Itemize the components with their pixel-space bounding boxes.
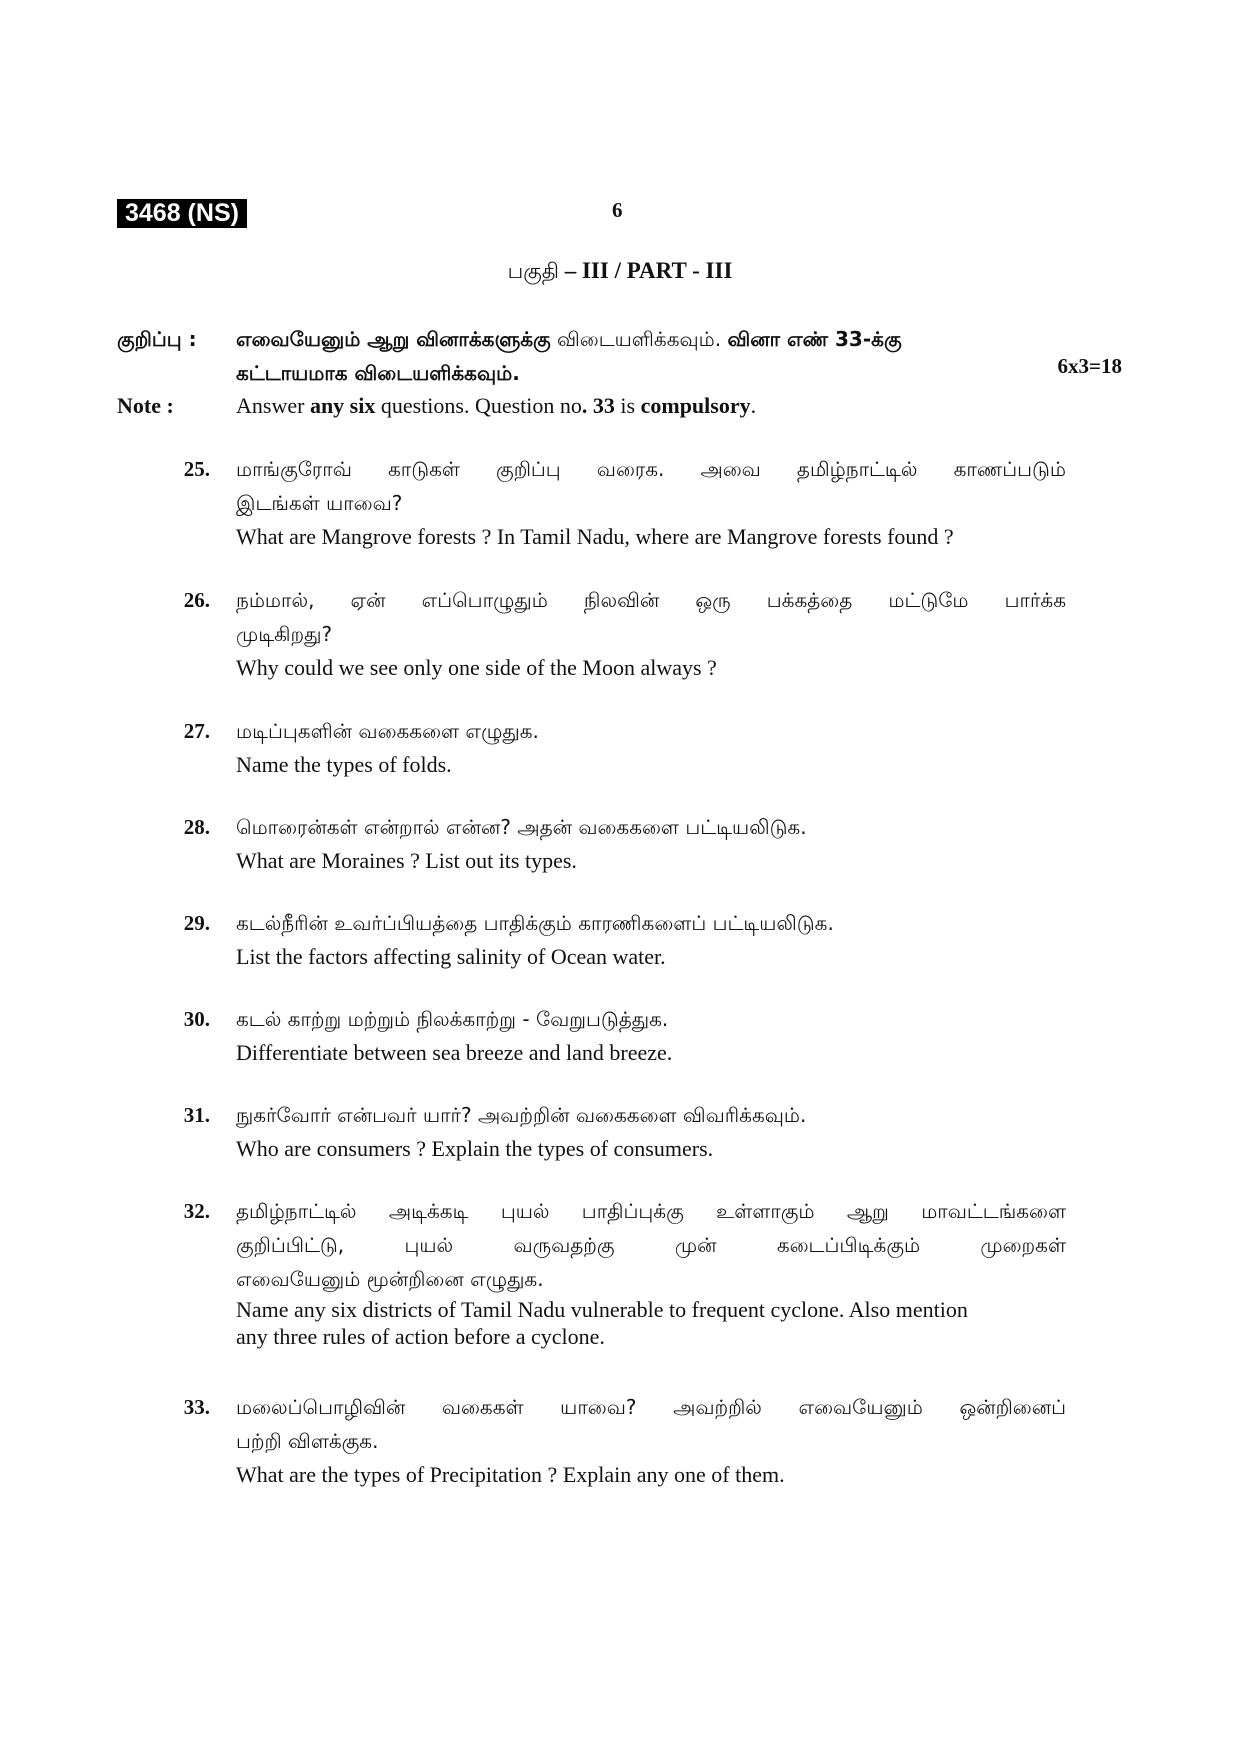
marks-scheme: 6x3=18: [1057, 354, 1122, 378]
english-note: [236, 389, 1066, 423]
question-number: 31.: [183, 1103, 210, 1127]
question-english-line: What are Moraines ? List out its types.: [236, 848, 577, 873]
note-text-4: .: [750, 393, 757, 418]
part-heading-separator: –: [558, 258, 582, 283]
question-english-line: What are Mangrove forests ? In Tamil Nadu, where are Mangrove forests found ?: [236, 524, 954, 549]
question-tamil-line: மலைப்பொழிவின் வகைகள் யாவை? அவற்றில் எவையேனும் ஒன்றினைப்: [236, 1395, 1066, 1419]
note-q33: . 33: [581, 393, 615, 418]
note-text-3: is: [614, 393, 641, 418]
question-number: 29.: [183, 911, 210, 935]
question-english-line: List the factors affecting salinity of Ocean water.: [236, 944, 666, 969]
part-heading-english: III / PART - III: [581, 258, 733, 283]
question-english-line: Name any six districts of Tamil Nadu vulnerable to frequent cyclone. Also mention: [236, 1297, 968, 1322]
question-33: [236, 1390, 1066, 1492]
tamil-note-label: குறிப்பு :: [117, 327, 197, 351]
instr-compulsory: கட்டாயமாக விடையளிக்கவும்.: [236, 361, 520, 385]
question-tamil-line: மொரைன்கள் என்றால் என்ன? அதன் வகைகளை பட்டியலிடுக.: [236, 815, 807, 839]
tamil-instructions: [236, 322, 1066, 390]
question-english-line: Why could we see only one side of the Moon always ?: [236, 655, 717, 680]
english-note-label: Note :: [117, 393, 174, 418]
part-heading: [0, 258, 1240, 286]
question-tamil-line: கடல் காற்று மற்றும் நிலக்காற்று - வேறுபடுத்துக.: [236, 1007, 669, 1031]
question-tamil-line: மாங்குரோவ் காடுகள் குறிப்பு வரைக. அவை தமிழ்நாட்டில் காணப்படும்: [236, 457, 1066, 481]
question-tamil-line: இடங்கள் யாவை?: [236, 491, 403, 515]
note-text-2: questions. Question no: [375, 393, 582, 418]
question-26: [236, 583, 1066, 685]
question-english-line: What are the types of Precipitation ? Explain any one of them.: [236, 1462, 785, 1487]
note-text-1: Answer: [236, 393, 310, 418]
note-any-six: any six: [309, 393, 376, 418]
question-32: [236, 1194, 1066, 1350]
question-tamil-line: எவையேனும் மூன்றினை எழுதுக.: [236, 1267, 544, 1291]
question-english-line: Differentiate between sea breeze and land breeze.: [236, 1040, 673, 1065]
question-27: [236, 714, 1066, 782]
question-tamil-line: மடிப்புகளின் வகைகளை எழுதுக.: [236, 719, 539, 743]
question-28: [236, 810, 1066, 878]
question-tamil-line: தமிழ்நாட்டில் அடிக்கடி புயல் பாதிப்புக்கு உள்ளாகும் ஆறு மாவட்டங்களை: [236, 1199, 1066, 1223]
instr-answer: விடையளிக்கவும்.: [550, 327, 728, 351]
question-25: [236, 452, 1066, 554]
question-number: 33.: [183, 1395, 210, 1419]
question-tamil-line: நம்மால், ஏன் எப்பொழுதும் நிலவின் ஒரு பக்கத்தை மட்டுமே பார்க்க: [236, 588, 1066, 612]
question-english-line: Name the types of folds.: [236, 752, 452, 777]
question-tamil-line: பற்றி விளக்குக.: [236, 1429, 379, 1453]
instr-any-six: எவையேனும் ஆறு வினாக்களுக்கு: [236, 327, 551, 351]
paper-code-badge: 3468 (NS): [117, 199, 247, 228]
question-number: 26.: [183, 588, 210, 612]
question-29: [236, 906, 1066, 974]
question-english-line: Who are consumers ? Explain the types of consumers.: [236, 1136, 714, 1161]
question-number: 28.: [183, 815, 210, 839]
question-number: 30.: [183, 1007, 210, 1031]
question-tamil-line: கடல்நீரின் உவர்ப்பியத்தை பாதிக்கும் காரணிகளைப் பட்டியலிடுக.: [236, 911, 834, 935]
question-30: [236, 1002, 1066, 1070]
question-english-line: any three rules of action before a cyclone.: [236, 1324, 605, 1349]
part-heading-tamil: பகுதி: [507, 259, 559, 283]
question-tamil-line: முடிகிறது?: [236, 622, 333, 646]
question-31: [236, 1098, 1066, 1166]
question-number: 27.: [183, 719, 210, 743]
question-number: 32.: [183, 1199, 210, 1223]
question-number: 25.: [183, 457, 210, 481]
question-tamil-line: நுகர்வோர் என்பவர் யார்? அவற்றின் வகைகளை விவரிக்கவும்.: [236, 1103, 807, 1127]
note-compulsory: compulsory: [640, 393, 751, 418]
question-tamil-line: குறிப்பிட்டு, புயல் வருவதற்கு முன் கடைப்பிடிக்கும் முறைகள்: [236, 1233, 1066, 1257]
page-number: 6: [612, 198, 623, 222]
instr-q33: வினா எண் 33-க்கு: [727, 327, 902, 351]
